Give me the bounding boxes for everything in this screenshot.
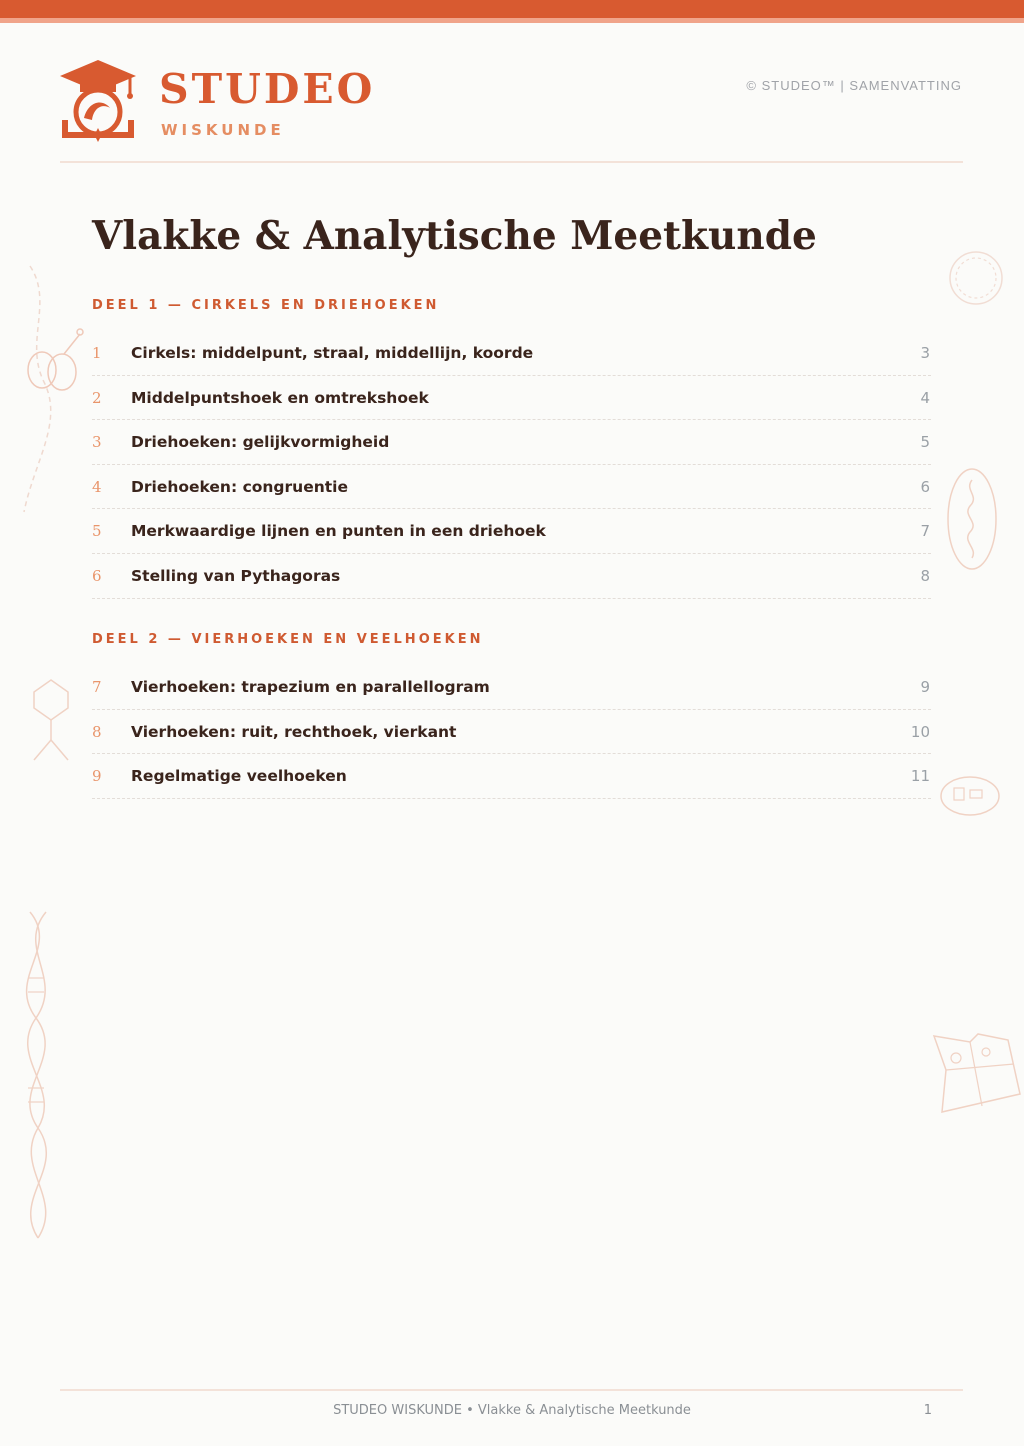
toc-entry[interactable]: [92, 331, 931, 376]
toc-entry[interactable]: [92, 420, 931, 465]
toc-entry[interactable]: [92, 754, 931, 799]
toc-entry-label: Regelmatige veelhoeken: [131, 767, 347, 786]
toc-entry[interactable]: [92, 376, 931, 421]
toc-entry-label: Vierhoeken: ruit, rechthoek, vierkant: [131, 722, 457, 741]
top-accent-bar: [0, 0, 1024, 18]
section-heading-deel-1: DEEL 1 — CIRKELS EN DRIEHOEKEN: [92, 298, 440, 313]
toc-entry[interactable]: [92, 665, 931, 710]
decorative-figure-drawing: [28, 676, 74, 766]
toc-entry-page: 8: [920, 566, 930, 585]
toc-entry-page: 11: [910, 767, 930, 786]
toc-entry[interactable]: [92, 509, 931, 554]
toc-entry-page: 10: [910, 722, 930, 741]
toc-entry-label: Driehoeken: gelijkvormigheid: [131, 433, 390, 452]
toc-entry-page: 5: [920, 433, 930, 452]
toc-entry-label: Vierhoeken: trapezium en parallellogram: [131, 678, 490, 696]
toc-entry[interactable]: [92, 554, 931, 599]
toc-entry-number: 4: [92, 477, 102, 496]
decorative-helix-drawing: [10, 908, 66, 1242]
toc-entry-label: Middelpuntshoek en omtrekshoek: [131, 388, 429, 407]
decorative-ellipse-drawing: [938, 774, 1002, 818]
top-accent-bar-light: [0, 18, 1024, 23]
section-heading-deel-2: DEEL 2 — VIERHOEKEN EN VEELHOEKEN: [92, 632, 484, 647]
decorative-circle-drawing: [946, 248, 1006, 308]
document-title: Vlakke & Analytische Meetkunde: [92, 213, 817, 259]
brand-subtitle: WISKUNDE: [161, 121, 285, 139]
header-divider: [60, 161, 963, 163]
toc-entry-label: Merkwaardige lijnen en punten in een driehoek: [131, 522, 546, 541]
toc-entry-number: 7: [92, 678, 102, 696]
toc-list-deel-1: [92, 331, 931, 599]
toc-entry-number: 8: [92, 722, 102, 741]
toc-entry-number: 5: [92, 522, 102, 541]
toc-entry-number: 9: [92, 767, 102, 786]
decorative-map-drawing: [928, 1028, 1024, 1120]
toc-entry[interactable]: [92, 710, 931, 755]
toc-entry-number: 2: [92, 388, 102, 407]
decorative-oval-drawing: [944, 466, 1000, 572]
toc-entry[interactable]: [92, 465, 931, 510]
toc-list-deel-2: [92, 665, 931, 799]
brand-name: STUDEO: [159, 65, 376, 113]
toc-entry-page: 4: [920, 388, 930, 407]
graduation-cap-book-icon: [58, 58, 138, 144]
toc-entry-number: 1: [92, 344, 102, 362]
toc-entry-label: Cirkels: middelpunt, straal, middellijn, koorde: [131, 344, 534, 362]
decorative-cell-drawing: [14, 262, 84, 522]
footer-text: STUDEO WISKUNDE • Vlakke & Analytische Meetkunde: [333, 1403, 691, 1418]
footer-divider: [60, 1389, 963, 1391]
toc-entry-page: 9: [920, 678, 930, 696]
footer-page-number: 1: [923, 1403, 932, 1418]
toc-entry-page: 6: [920, 477, 930, 496]
toc-entry-page: 3: [920, 344, 930, 362]
toc-entry-number: 3: [92, 433, 102, 452]
copyright-notice: © STUDEO™ | SAMENVATTING: [746, 78, 962, 93]
toc-entry-label: Stelling van Pythagoras: [131, 566, 341, 585]
toc-entry-page: 7: [920, 522, 930, 541]
toc-entry-label: Driehoeken: congruentie: [131, 477, 348, 496]
toc-entry-number: 6: [92, 566, 102, 585]
